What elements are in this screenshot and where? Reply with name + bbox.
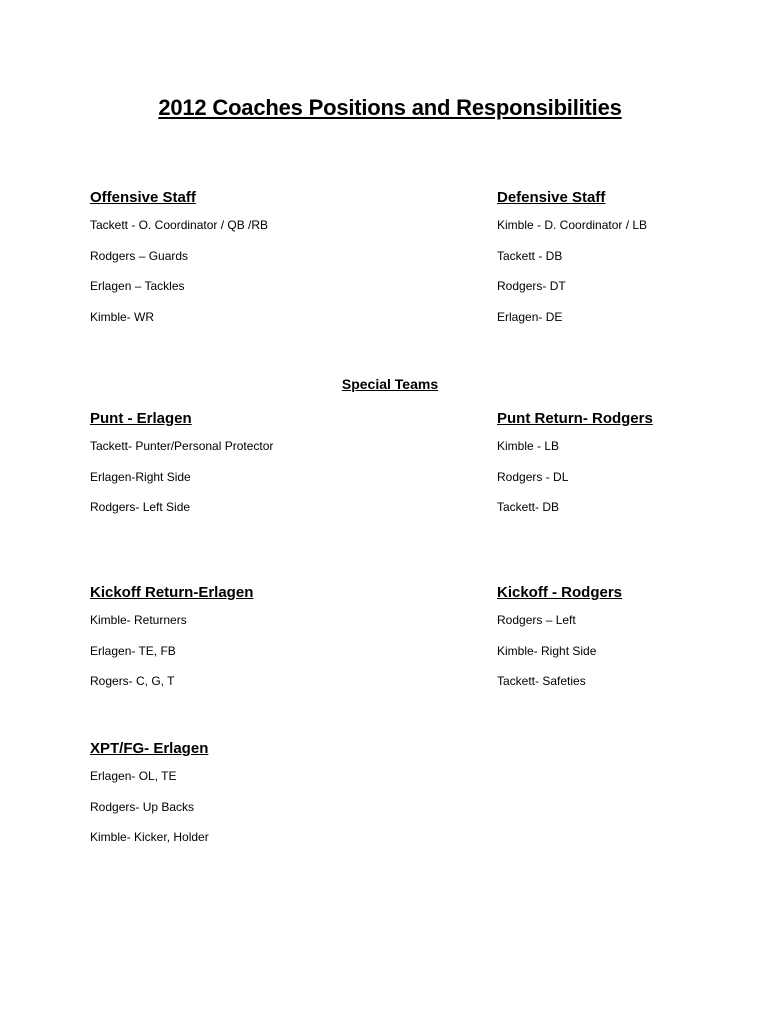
list-item: Erlagen-Right Side [90,469,191,484]
section-heading: Kickoff Return-Erlagen [90,584,254,601]
list-item: Rodgers- Up Backs [90,799,195,814]
list-item: Rodgers - DL [497,469,569,484]
list-item: Kimble - LB [497,439,560,453]
punt-section [90,408,273,530]
special-teams-heading: Special Teams [341,376,439,392]
list-item: Kimble- Kicker, Holder [90,830,209,845]
section-heading: Defensive Staff [497,189,606,206]
list-item: Kimble- Returners [90,613,187,627]
list-item: Erlagen- TE, FB [90,643,176,658]
kickoff-section [497,582,622,704]
offensive-staff-section [90,187,268,340]
list-item: Rodgers- Left Side [90,500,191,515]
xpt-fg-section [90,738,209,860]
list-item: Kimble- Right Side [497,643,597,658]
list-item: Rodgers- DT [497,279,566,294]
section-heading: Punt Return- Rodgers [497,410,653,427]
list-item: Kimble - D. Coordinator / LB [497,218,648,232]
defensive-staff-section [497,187,647,340]
section-heading: Punt - Erlagen [90,410,192,427]
section-heading: XPT/FG- Erlagen [90,740,209,757]
list-item: Rodgers – Guards [90,248,189,263]
list-item: Tackett- Punter/Personal Protector [90,439,274,453]
punt-return-section [497,408,653,530]
list-item: Erlagen- OL, TE [90,769,177,783]
list-item: Tackett - DB [497,248,563,263]
page-title: 2012 Coaches Positions and Responsibilities [158,95,622,120]
section-heading: Offensive Staff [90,189,196,206]
list-item: Tackett- Safeties [497,674,586,689]
list-item: Erlagen- DE [497,310,563,325]
list-item: Tackett- DB [497,500,560,515]
list-item: Rodgers – Left [497,613,576,627]
list-item: Tackett - O. Coordinator / QB /RB [90,218,269,232]
section-heading: Kickoff - Rodgers [497,584,623,601]
list-item: Rogers- C, G, T [90,674,175,689]
list-item: Erlagen – Tackles [90,279,185,294]
kickoff-return-section [90,582,253,704]
list-item: Kimble- WR [90,310,155,325]
